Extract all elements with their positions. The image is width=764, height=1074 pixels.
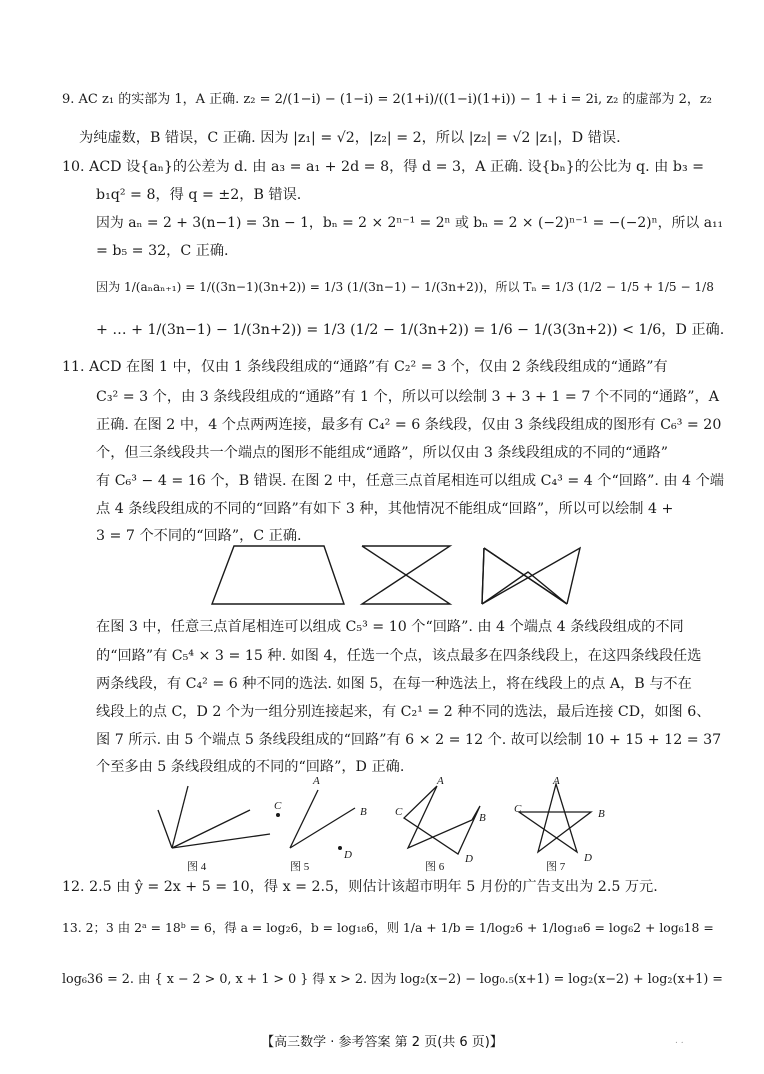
fig5-label-a: A <box>313 775 320 787</box>
text-line: 11. ACD 在图 1 中，仅由 1 条线段组成的“通路”有 C₂² = 3 个，仅由 2 条线段组成的“通路”有 <box>62 359 668 375</box>
text-line: 的“回路”有 C₅⁴ × 3 = 15 种. 如图 4，任选一个点，该点最多在四条线段上，在这四条线段任选 <box>96 648 702 664</box>
figure-7 <box>519 784 591 852</box>
text-line: 13. 2；3 由 2ᵃ = 18ᵇ = 6，得 a = log₂6，b = log₁₈6，则 1/a + 1/b = 1/log₂6 + 1/log₁₈6 = log₆2 + log₆18 = <box>62 920 714 935</box>
text-line: 9. AC z₁ 的实部为 1，A 正确. z₂ = 2/(1−i) − (1−i) = 2(1+i)/((1−i)(1+i)) − 1 + i = 2i, z₂ 的虚部为 2，z₂ <box>62 92 712 107</box>
text-line: 正确. 在图 2 中，4 个点两两连接，最多有 C₄² = 6 条线段，仅由 3 条线段组成的图形有 C₆³ = 20 <box>96 417 722 433</box>
figure-7-caption: 图 7 <box>546 861 566 873</box>
fig7-label-a: A <box>553 775 560 787</box>
text-line: 为纯虚数，B 错误，C 正确. 因为 |z₁| = √2，|z₂| = 2，所以 |z₂| = √2 |z₁|，D 错误. <box>79 130 621 146</box>
fig6-label-a: A <box>437 775 444 787</box>
text-line: 12. 2.5 由 ŷ = 2x + 5 = 10，得 x = 2.5，则估计该超市明年 5 月份的广告支出为 2.5 万元. <box>62 879 658 895</box>
text-line: 3 = 7 个不同的“回路”，C 正确. <box>96 528 302 544</box>
fig7-label-b: B <box>598 808 605 820</box>
page-footer: 【高三数学 · 参考答案 第 2 页(共 6 页)】 <box>261 1035 503 1050</box>
fig7-label-d: D <box>584 852 592 864</box>
figure-6-caption: 图 6 <box>425 861 445 873</box>
fig6-label-c: C <box>395 806 403 818</box>
trapezoid-loop <box>212 546 344 604</box>
figure-5 <box>290 790 355 848</box>
text-line: 因为 1/(aₙaₙ₊₁) = 1/((3n−1)(3n+2)) = 1/3 (1/(3n−1) − 1/(3n+2))，所以 Tₙ = 1/3 (1/2 − 1/5 + 1/5 − 1/8 <box>96 280 714 294</box>
fig6-label-b: B <box>479 812 486 824</box>
text-line: 个至多由 5 条线段组成的不同的“回路”，D 正确. <box>96 759 405 775</box>
text-line: = b₅ = 32，C 正确. <box>96 243 229 259</box>
fig5-label-d: D <box>344 849 352 861</box>
text-line: 有 C₆³ − 4 = 16 个，B 错误. 在图 2 中，任意三点首尾相连可以组成 C₄³ = 4 个“回路”. 由 4 个端 <box>96 473 724 489</box>
text-line: + … + 1/(3n−1) − 1/(3n+2)) = 1/3 (1/2 − 1/(3n+2)) = 1/6 − 1/(3(3n+2)) < 1/6，D 正确. <box>96 322 725 338</box>
fig5-label-c: C <box>274 800 282 812</box>
text-line: 线段上的点 C，D 2 个为一组分别连接起来，有 C₂¹ = 2 种不同的选法，最后连接 CD，如图 6、 <box>96 704 711 720</box>
text-line: 在图 3 中，任意三点首尾相连可以组成 C₅³ = 10 个“回路”. 由 4 个端点 4 条线段组成的不同 <box>96 619 684 635</box>
loop-figures-row <box>200 542 620 612</box>
fig6-label-d: D <box>465 853 473 865</box>
figure-4 <box>158 786 270 848</box>
corner-mark: . . <box>675 1036 684 1046</box>
hourglass-loop <box>362 546 450 604</box>
figure-6 <box>404 786 480 854</box>
text-line: C₃² = 3 个，由 3 条线段组成的“通路”有 1 个，所以可以绘制 3 + 3 + 1 = 7 个不同的“通路”，A <box>96 389 719 405</box>
figure-5-caption: 图 5 <box>290 861 310 873</box>
text-line: log₆36 = 2. 由 { x − 2 > 0, x + 1 > 0 } 得 x > 2. 因为 log₂(x−2) − log₀.₅(x+1) = log₂(x−2) + log₂(x+1) = <box>62 971 723 986</box>
text-line: b₁q² = 8，得 q = ±2，B 错误. <box>96 187 302 203</box>
text-line: 点 4 条线段组成的不同的“回路”有如下 3 种，其他情况不能组成“回路”，所以可以绘制 4 + <box>96 501 674 517</box>
figure-4-caption: 图 4 <box>187 861 207 873</box>
text-line: 图 7 所示. 由 5 个端点 5 条线段组成的“回路”有 6 × 2 = 12 个. 故可以绘制 10 + 15 + 12 = 37 <box>96 732 722 748</box>
fig5-label-b: B <box>360 806 367 818</box>
text-line: 因为 aₙ = 2 + 3(n−1) = 3n − 1，bₙ = 2 × 2ⁿ⁻¹ = 2ⁿ 或 bₙ = 2 × (−2)ⁿ⁻¹ = −(−2)ⁿ，所以 a₁₁ <box>96 215 724 231</box>
text-line: 两条线段，有 C₄² = 6 种不同的选法. 如图 5，在每一种选法上，将在线段上的点 A，B 与不在 <box>96 676 692 692</box>
text-line: 个，但三条线段共一个端点的图形不能组成“通路”，所以仅由 3 条线段组成的不同的“通路” <box>96 445 668 461</box>
text-line: 10. ACD 设{aₙ}的公差为 d. 由 a₃ = a₁ + 2d = 8，得 d = 3，A 正确. 设{bₙ}的公比为 q. 由 b₃ = <box>62 159 705 175</box>
fig7-label-c: C <box>514 803 522 815</box>
bowtie-loop-right <box>482 548 580 604</box>
